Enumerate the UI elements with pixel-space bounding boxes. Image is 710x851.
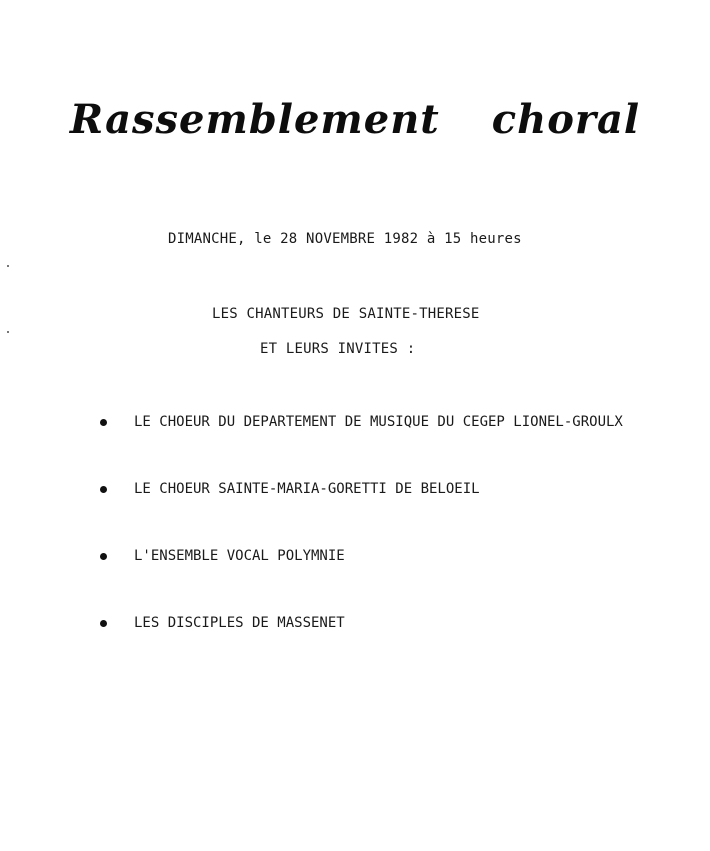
list-item	[100, 414, 623, 430]
document-title	[0, 96, 710, 143]
bullet-icon	[100, 620, 107, 627]
list-item	[100, 481, 623, 497]
event-date-line: DIMANCHE, le 28 NOVEMBRE 1982 à 15 heures	[168, 231, 522, 247]
bullet-icon	[100, 486, 107, 493]
bullet-icon	[100, 553, 107, 560]
bullet-icon	[100, 419, 107, 426]
scan-speck	[7, 265, 9, 267]
guests-intro-line: ET LEURS INVITES :	[260, 341, 416, 357]
host-choir-line: LES CHANTEURS DE SAINTE-THERESE	[212, 306, 480, 322]
guest-choir-name: LE CHOEUR DU DEPARTEMENT DE MUSIQUE DU CEGEP LIONEL-GROULX	[134, 414, 623, 430]
guest-choir-list	[100, 414, 623, 682]
list-item	[100, 615, 623, 631]
list-item	[100, 548, 623, 564]
guest-choir-name: LE CHOEUR SAINTE-MARIA-GORETTI DE BELOEIL	[134, 481, 480, 497]
guest-choir-name: L'ENSEMBLE VOCAL POLYMNIE	[134, 548, 345, 564]
scan-speck	[7, 331, 9, 333]
title-word-rassemblement: Rassemblement	[69, 96, 440, 143]
title-word-choral: choral	[491, 96, 641, 143]
guest-choir-name: LES DISCIPLES DE MASSENET	[134, 615, 345, 631]
